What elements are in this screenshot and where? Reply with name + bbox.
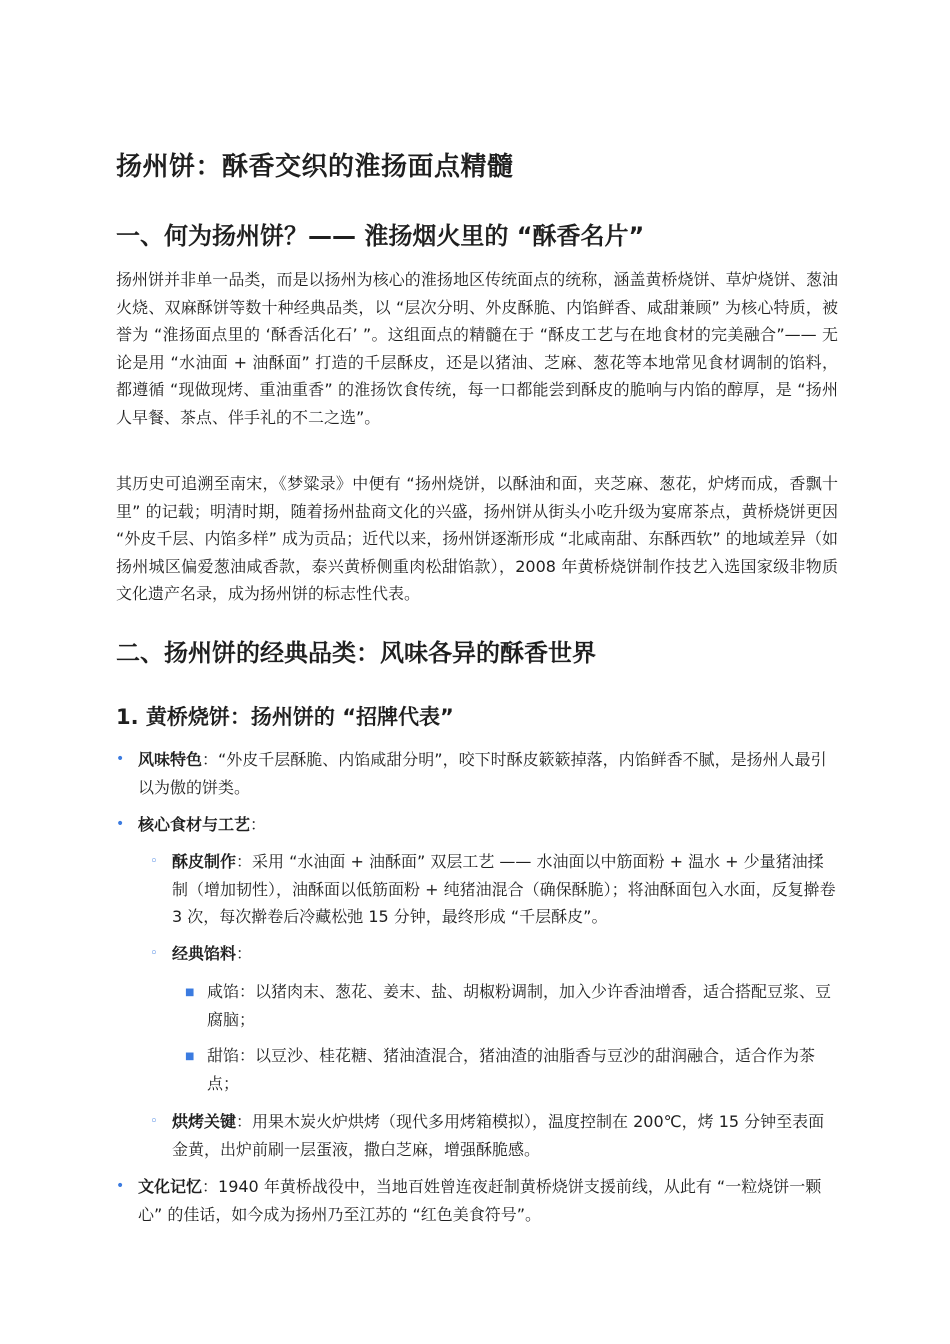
- circle-bullet-icon: ◦: [150, 946, 158, 961]
- memory-label: 文化记忆: [138, 1177, 203, 1196]
- section-heading-2: 二、扬州饼的经典品类：风味各异的酥香世界: [116, 639, 596, 667]
- list-item-flavor: [116, 746, 838, 801]
- circle-bullet-icon: ◦: [150, 854, 158, 869]
- list-item-crust: [150, 848, 838, 931]
- page-title: 扬州饼：酥香交织的淮扬面点精髓: [116, 152, 514, 182]
- flavor-label: 风味特色: [138, 750, 203, 769]
- bake-text: ：用果木炭火炉烘烤（现代多用烤箱模拟），温度控制在 200℃，烤 15 分钟至表面金黄，出炉前刷一层蛋液，撒白芝麻，增强酥脆感。: [172, 1112, 825, 1159]
- paragraph-intro: 扬州饼并非单一品类，而是以扬州为核心的淮扬地区传统面点的统称，涵盖黄桥烧饼、草炉烧饼、葱油火烧、双麻酥饼等数十种经典品类，以 “层次分明、外皮酥脆、内馅鲜香、咸甜兼顾” 为核心特质，被誉为 “淮扬面点里的 ‘酥香活化石’ ”。这组面点的精髓在于 “酥皮工艺与在地食材的完美融合”—— 无论是用 “水油面 + 油酥面” 打造的千层酥皮，还是以猪油、芝麻、葱花等本地常见食材调制的馅料，都遵循 “现做现烤、重油重香” 的淮扬饮食传统，每一口都能尝到酥皮的脆响与内馅的醇厚，是 “扬州人早餐、茶点、伴手礼的不二之选”。: [116, 270, 838, 427]
- bake-label: 烘烤关键: [172, 1112, 237, 1131]
- list-item-sweet-filling: [185, 1042, 838, 1097]
- list-item-salty-filling: [185, 978, 838, 1033]
- list-item-memory: [116, 1173, 838, 1228]
- disc-bullet-icon: •: [116, 1178, 125, 1194]
- paragraph-history: 其历史可追溯至南宋，《梦粱录》中便有 “扬州烧饼，以酥油和面，夹芝麻、葱花，炉烤而成，香飘十里” 的记载；明清时期，随着扬州盐商文化的兴盛，扬州饼从街头小吃升级为宴席茶点，黄桥烧饼更因 “外皮千层、内馅多样” 成为贡品；近代以来，扬州饼逐渐形成 “北咸南甜、东酥西软” 的地域差异（如扬州城区偏爱葱油咸香款，泰兴黄桥侧重肉松甜馅款），2008 年黄桥烧饼制作技艺入选国家级非物质文化遗产名录，成为扬州饼的标志性代表。: [116, 474, 838, 603]
- core-text: ：: [250, 815, 267, 834]
- list-item-core: [116, 811, 838, 839]
- core-label: 核心食材与工艺: [138, 815, 251, 834]
- disc-bullet-icon: •: [116, 751, 125, 767]
- filling-text: ：: [236, 944, 253, 963]
- disc-bullet-icon: •: [116, 816, 125, 832]
- section-heading-1: 一、何为扬州饼？—— 淮扬烟火里的 “酥香名片”: [116, 222, 645, 250]
- crust-label: 酥皮制作: [172, 852, 237, 871]
- list-item-bake: [150, 1108, 838, 1163]
- circle-bullet-icon: ◦: [150, 1114, 158, 1129]
- memory-text: ：1940 年黄桥战役中，当地百姓曾连夜赶制黄桥烧饼支援前线，从此有 “一粒烧饼一颗心” 的佳话，如今成为扬州乃至江苏的 “红色美食符号”。: [138, 1177, 822, 1224]
- flavor-text: ：“外皮千层酥脆、内馅咸甜分明”，咬下时酥皮簌簌掉落，内馅鲜香不腻，是扬州人最引以为傲的饼类。: [138, 750, 827, 797]
- filling-label: 经典馅料: [172, 944, 237, 963]
- subsection-heading-huangqiao: 1. 黄桥烧饼：扬州饼的 “招牌代表”: [116, 705, 454, 729]
- crust-text: ：采用 “水油面 + 油酥面” 双层工艺 —— 水油面以中筋面粉 + 温水 + 少量猪油揉制（增加韧性），油酥面以低筋面粉 + 纯猪油混合（确保酥脆）；将油酥面包入水面，反复擀卷 3 次，每次擀卷后冷藏松弛 15 分钟，最终形成 “千层酥皮”。: [172, 852, 836, 926]
- square-bullet-icon: ■: [185, 1051, 195, 1062]
- sweet-filling-text: 甜馅：以豆沙、桂花糖、猪油渣混合，猪油渣的油脂香与豆沙的甜润融合，适合作为茶点；: [207, 1046, 816, 1093]
- list-item-filling: [150, 940, 838, 968]
- square-bullet-icon: ■: [185, 987, 195, 998]
- salty-filling-text: 咸馅：以猪肉末、葱花、姜末、盐、胡椒粉调制，加入少许香油增香，适合搭配豆浆、豆腐脑；: [207, 982, 832, 1029]
